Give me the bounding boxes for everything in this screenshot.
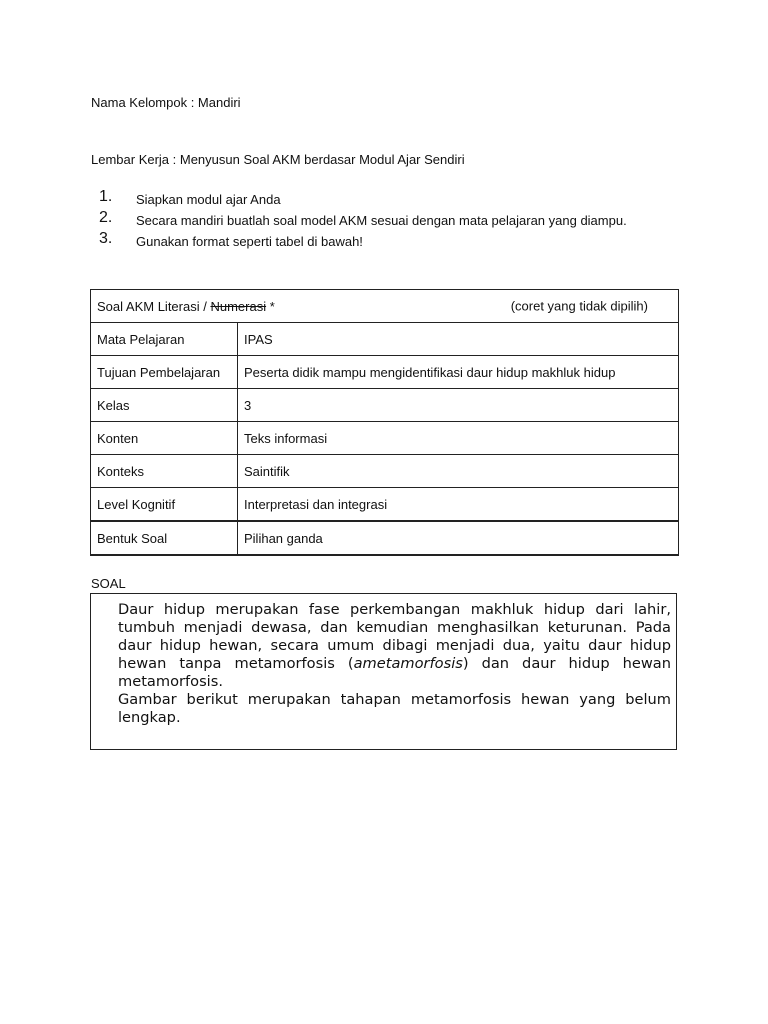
soal-heading: SOAL [91,576,126,591]
row-label: Bentuk Soal [91,521,238,555]
group-name-line: Nama Kelompok : Mandiri [91,95,241,110]
instruction-text: Gunakan format seperti tabel di bawah! [136,234,363,249]
table-row [91,422,679,455]
table-row [91,488,679,522]
row-value: Saintifik [238,455,679,488]
soal-box [90,593,677,750]
soal-paragraph-2: Gambar berikut merupakan tahapan metamorfosis hewan yang belum lengkap. [118,691,671,726]
row-label: Konteks [91,455,238,488]
row-value: 3 [238,389,679,422]
instruction-number: 3. [99,230,113,247]
soal-text [118,601,671,727]
row-label: Mata Pelajaran [91,323,238,356]
instruction-number: 2. [99,209,113,226]
worksheet-title: Lembar Kerja : Menyusun Soal AKM berdasar Modul Ajar Sendiri [91,152,465,167]
instruction-text: Secara mandiri buatlah soal model AKM sesuai dengan mata pelajaran yang diampu. [136,213,627,228]
instruction-text: Siapkan modul ajar Anda [136,192,281,207]
row-label: Tujuan Pembelajaran [91,356,238,389]
instruction-number: 1. [99,188,113,205]
soal-para1-start: Daur hidup merupakan fase perkembangan makhluk hidup dari lahir, tumbuh menjadi dewasa, dan kemudian menghasilkan keturunan. Pada daur hidup hewan, secara umum dibagi menjadi dua, yaitu daur hidup hewan tanpa metamorfosis ( [118,601,671,672]
row-label: Konten [91,422,238,455]
row-label: Level Kognitif [91,488,238,522]
row-value: Interpretasi dan integrasi [238,488,679,522]
soal-para1-end: ) dan daur hidup hewan metamorfosis. [118,655,671,690]
table-row [91,521,679,555]
table-row [91,356,679,389]
table-header-row [91,290,679,323]
header-hint: (coret yang tidak dipilih) [510,298,648,314]
row-value: Teks informasi [238,422,679,455]
row-value: Peserta didik mampu mengidentifikasi daur hidup makhluk hidup [238,356,679,389]
soal-paragraph-1 [118,601,671,691]
row-label: Kelas [91,389,238,422]
header-asterisk: * [266,298,275,314]
header-struck-option: Numerasi [210,298,267,314]
table-row [91,323,679,356]
soal-italic-term: ametamorfosis [353,655,463,672]
table-row [91,455,679,488]
row-value: Pilihan ganda [238,521,679,555]
header-prefix: Soal AKM Literasi / [97,298,211,314]
table-row [91,389,679,422]
akm-info-table [90,289,679,556]
row-value: IPAS [238,323,679,356]
table-header-cell [91,290,679,323]
